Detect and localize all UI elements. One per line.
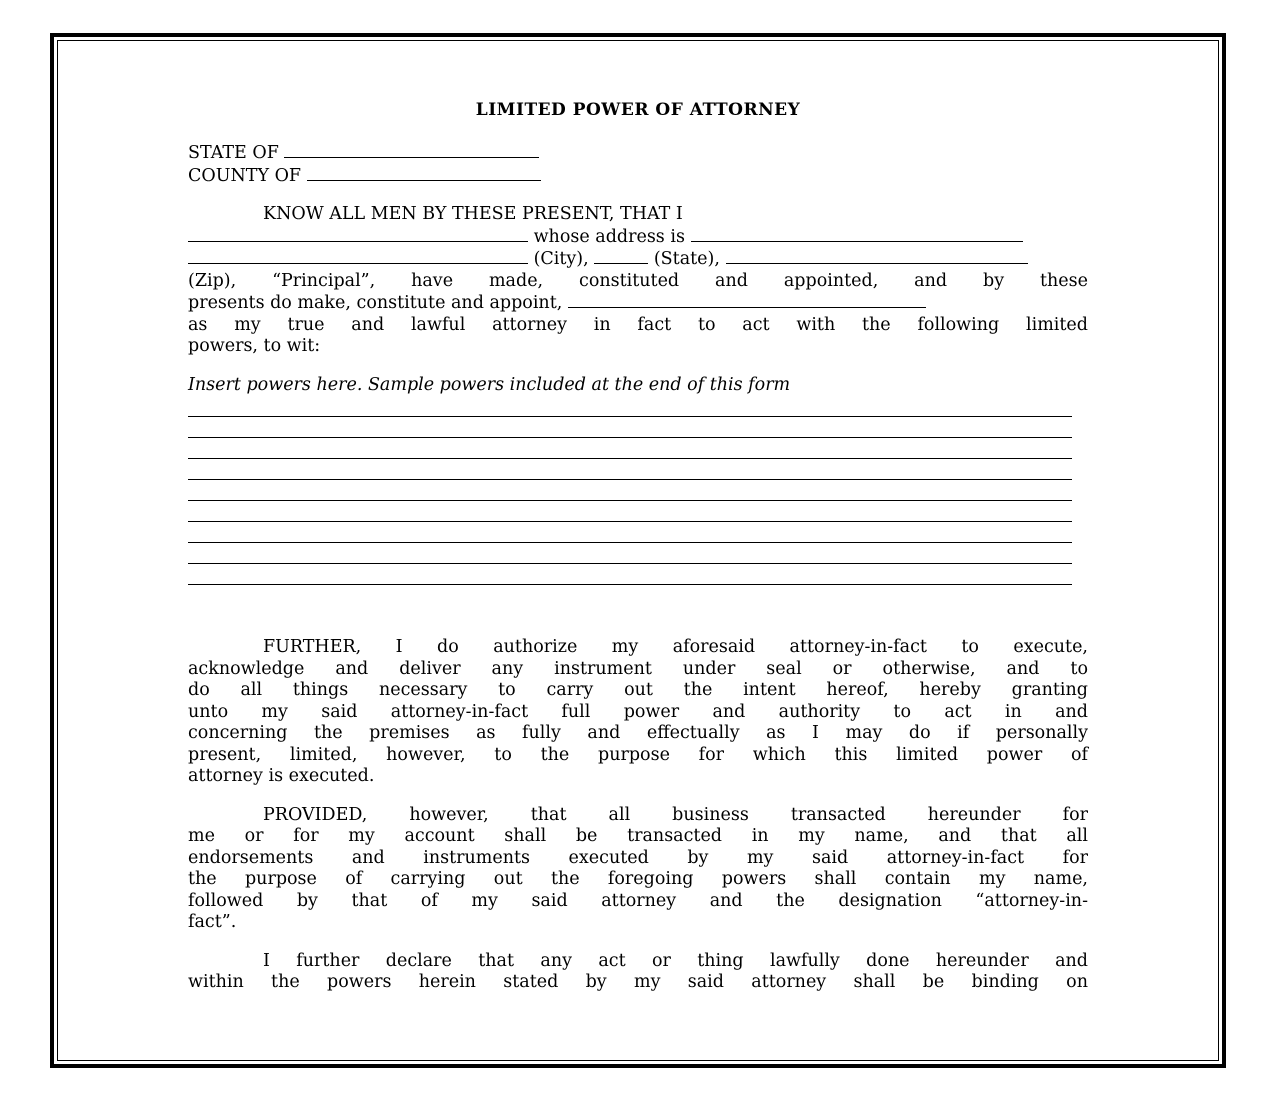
further-line: do all things necessary to carry out the intent hereof, hereby granting <box>188 680 1088 700</box>
attorney-name-blank[interactable] <box>568 292 926 308</box>
state-label: STATE OF <box>188 143 279 163</box>
further-paragraph <box>188 637 1088 788</box>
know-all-text: KNOW ALL MEN BY THESE PRESENT, THAT I <box>263 204 683 224</box>
power-line[interactable] <box>188 417 1072 438</box>
intro-line-1 <box>188 204 1088 226</box>
power-line[interactable] <box>188 459 1072 480</box>
provided-paragraph <box>188 805 1088 934</box>
intro-line-2 <box>188 226 1088 249</box>
further-line: attorney is executed. <box>188 766 375 786</box>
intro-line-7: powers, to wit: <box>188 336 321 356</box>
power-line[interactable] <box>188 480 1072 501</box>
state-zip-blank[interactable] <box>726 248 1028 264</box>
provided-line: PROVIDED, however, that all business transacted hereunder for <box>263 804 1088 825</box>
power-line[interactable] <box>188 438 1072 459</box>
provided-line: the purpose of carrying out the foregoing powers shall contain my name, <box>188 869 1088 889</box>
county-line <box>188 165 1088 188</box>
further-line: concerning the premises as fully and effectually as I may do if personally <box>188 723 1088 743</box>
power-line[interactable] <box>188 522 1072 543</box>
declare-line: within the powers herein stated by my said attorney shall be binding on <box>188 972 1088 992</box>
presents-text: presents do make, constitute and appoint, <box>188 293 563 313</box>
intro-line-3 <box>188 248 1088 271</box>
address-blank[interactable] <box>691 226 1023 242</box>
power-line[interactable] <box>188 501 1072 522</box>
declare-line: I further declare that any act or thing lawfully done hereunder and <box>263 950 1088 971</box>
county-label: COUNTY OF <box>188 165 302 186</box>
state-line <box>188 142 1088 165</box>
power-line[interactable] <box>188 396 1072 417</box>
address-line-2-blank[interactable] <box>188 248 528 264</box>
provided-line: me or for my account shall be transacted in my name, and that all <box>188 826 1088 846</box>
intro-line-4: (Zip), “Principal”, have made, constituted and appointed, and by these <box>188 270 1088 291</box>
powers-lines <box>188 396 1088 585</box>
document-page <box>188 95 1088 994</box>
further-line: present, limited, however, to the purpose for which this limited power of <box>188 744 1088 765</box>
intro-line-5 <box>188 292 1088 315</box>
document-title: LIMITED POWER OF ATTORNEY <box>475 100 801 120</box>
intro-line-6: as my true and lawful attorney in fact to act with the following limited <box>188 314 1088 335</box>
state-blank[interactable] <box>284 142 539 158</box>
county-blank[interactable] <box>307 165 541 181</box>
whose-address-text: whose address is <box>533 226 685 247</box>
insert-powers-note: Insert powers here. Sample powers included at the end of this form <box>188 374 791 395</box>
provided-line: fact”. <box>188 912 237 932</box>
provided-line: endorsements and instruments executed by my said attorney-in-fact for <box>188 847 1088 868</box>
provided-line: followed by that of my said attorney and the designation “attorney-in- <box>188 890 1088 911</box>
declare-paragraph <box>188 951 1088 994</box>
further-line: unto my said attorney-in-fact full power and authority to act in and <box>188 701 1088 722</box>
further-line: FURTHER, I do authorize my aforesaid attorney-in-fact to execute, <box>263 637 1088 657</box>
further-line: acknowledge and deliver any instrument under seal or otherwise, and to <box>188 658 1088 679</box>
city-blank[interactable] <box>594 248 648 264</box>
state-field-label: (State), <box>653 249 720 269</box>
city-label: (City), <box>533 249 589 269</box>
power-line[interactable] <box>188 543 1072 564</box>
power-line[interactable] <box>188 564 1072 585</box>
principal-name-blank[interactable] <box>188 226 528 242</box>
